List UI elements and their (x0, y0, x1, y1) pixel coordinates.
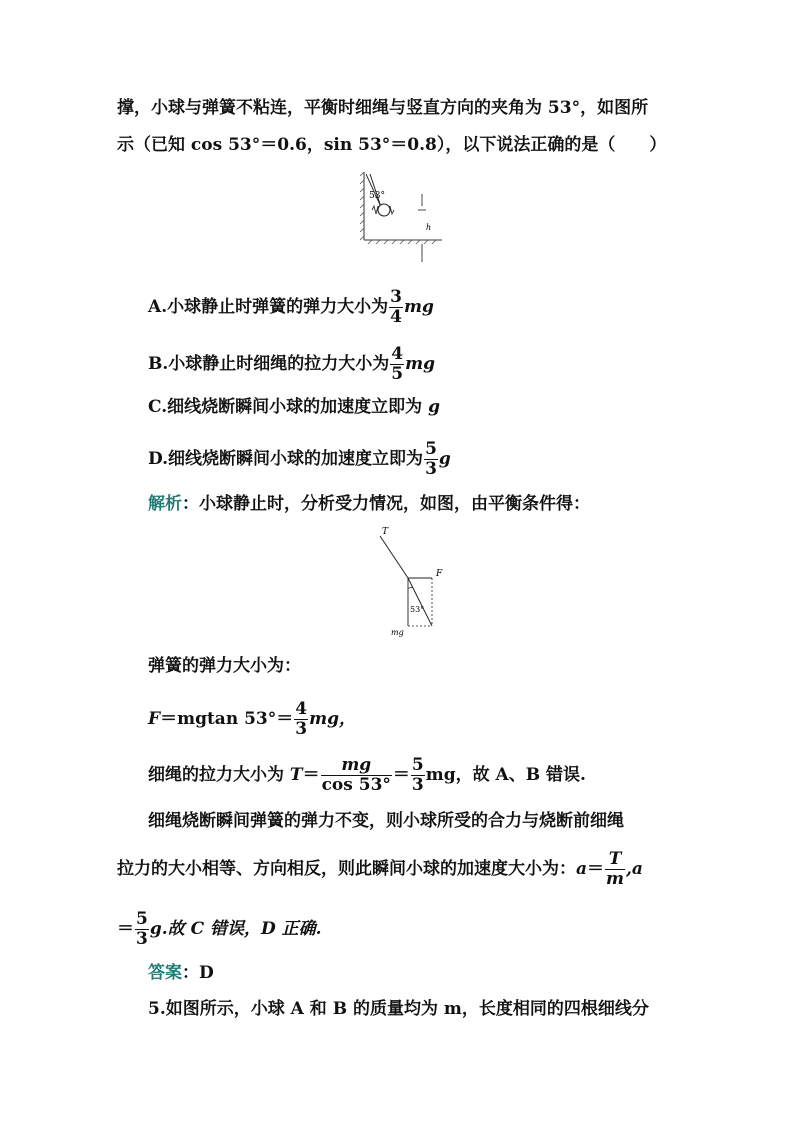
option-c: C.细线烧断瞬间小球的加速度立即为 g (148, 397, 440, 417)
fig2-angle-label: 53° (410, 605, 425, 614)
fig2-T-label: T (382, 527, 389, 537)
para3-line: ＝ $\frac{5}{3}$ g.故 C 错误，D 正确. (117, 909, 322, 949)
fig2-F-label: F (436, 569, 443, 579)
answer-label: 答案 (148, 963, 182, 983)
spring-label: 弹簧的弹力大小为： (148, 656, 301, 676)
figure-spring-ball (360, 170, 450, 265)
fig1-height-label: h (426, 223, 432, 232)
para1-line: 细绳烧断瞬间弹簧的弹力不变，则小球所受的合力与烧断前细绳 (148, 811, 624, 831)
analysis-line: 解析：小球静止时，分析受力情况，如图，由平衡条件得： (148, 494, 590, 514)
figure-force-diagram (370, 522, 460, 642)
option-b: B.小球静止时细绳的拉力大小为 $\frac{4}{5}$ mg (148, 344, 436, 384)
fig2-mg-label: mg (391, 628, 404, 637)
fig1-angle-label: 53° (369, 191, 385, 201)
spring-equation: F＝mgtan 53°＝ $\frac{4}{3}$ mg， (148, 699, 356, 739)
analysis-label: 解析 (148, 494, 182, 514)
question-5-line: 5.如图所示，小球 A 和 B 的质量均为 m，长度相同的四根细线分 (148, 999, 649, 1019)
intro-line-1: 撑，小球与弹簧不粘连，平衡时细绳与竖直方向的夹角为 53°，如图所 (117, 98, 649, 118)
intro-line-2: 示（已知 cos 53°＝0.6，sin 53°＝0.8），以下说法正确的是（ ） (117, 135, 667, 155)
para2-line: 拉力的大小相等、方向相反，则此瞬间小球的加速度大小为：a＝ $\frac{T}{m}$ ,a (117, 849, 643, 889)
option-d: D.细线烧断瞬间小球的加速度立即为 $\frac{5}{3}$ g (148, 439, 451, 479)
option-a: A.小球静止时弹簧的弹力大小为 $\frac{3}{4}$ mg (148, 287, 434, 327)
answer-line: 答案：D (148, 963, 214, 983)
rope-equation: 细绳的拉力大小为 T＝ $\frac{mg}{\cos 53^\circ}$ ＝ $\frac{5}{3}$ mg，故 A、B 错误. (148, 755, 586, 795)
